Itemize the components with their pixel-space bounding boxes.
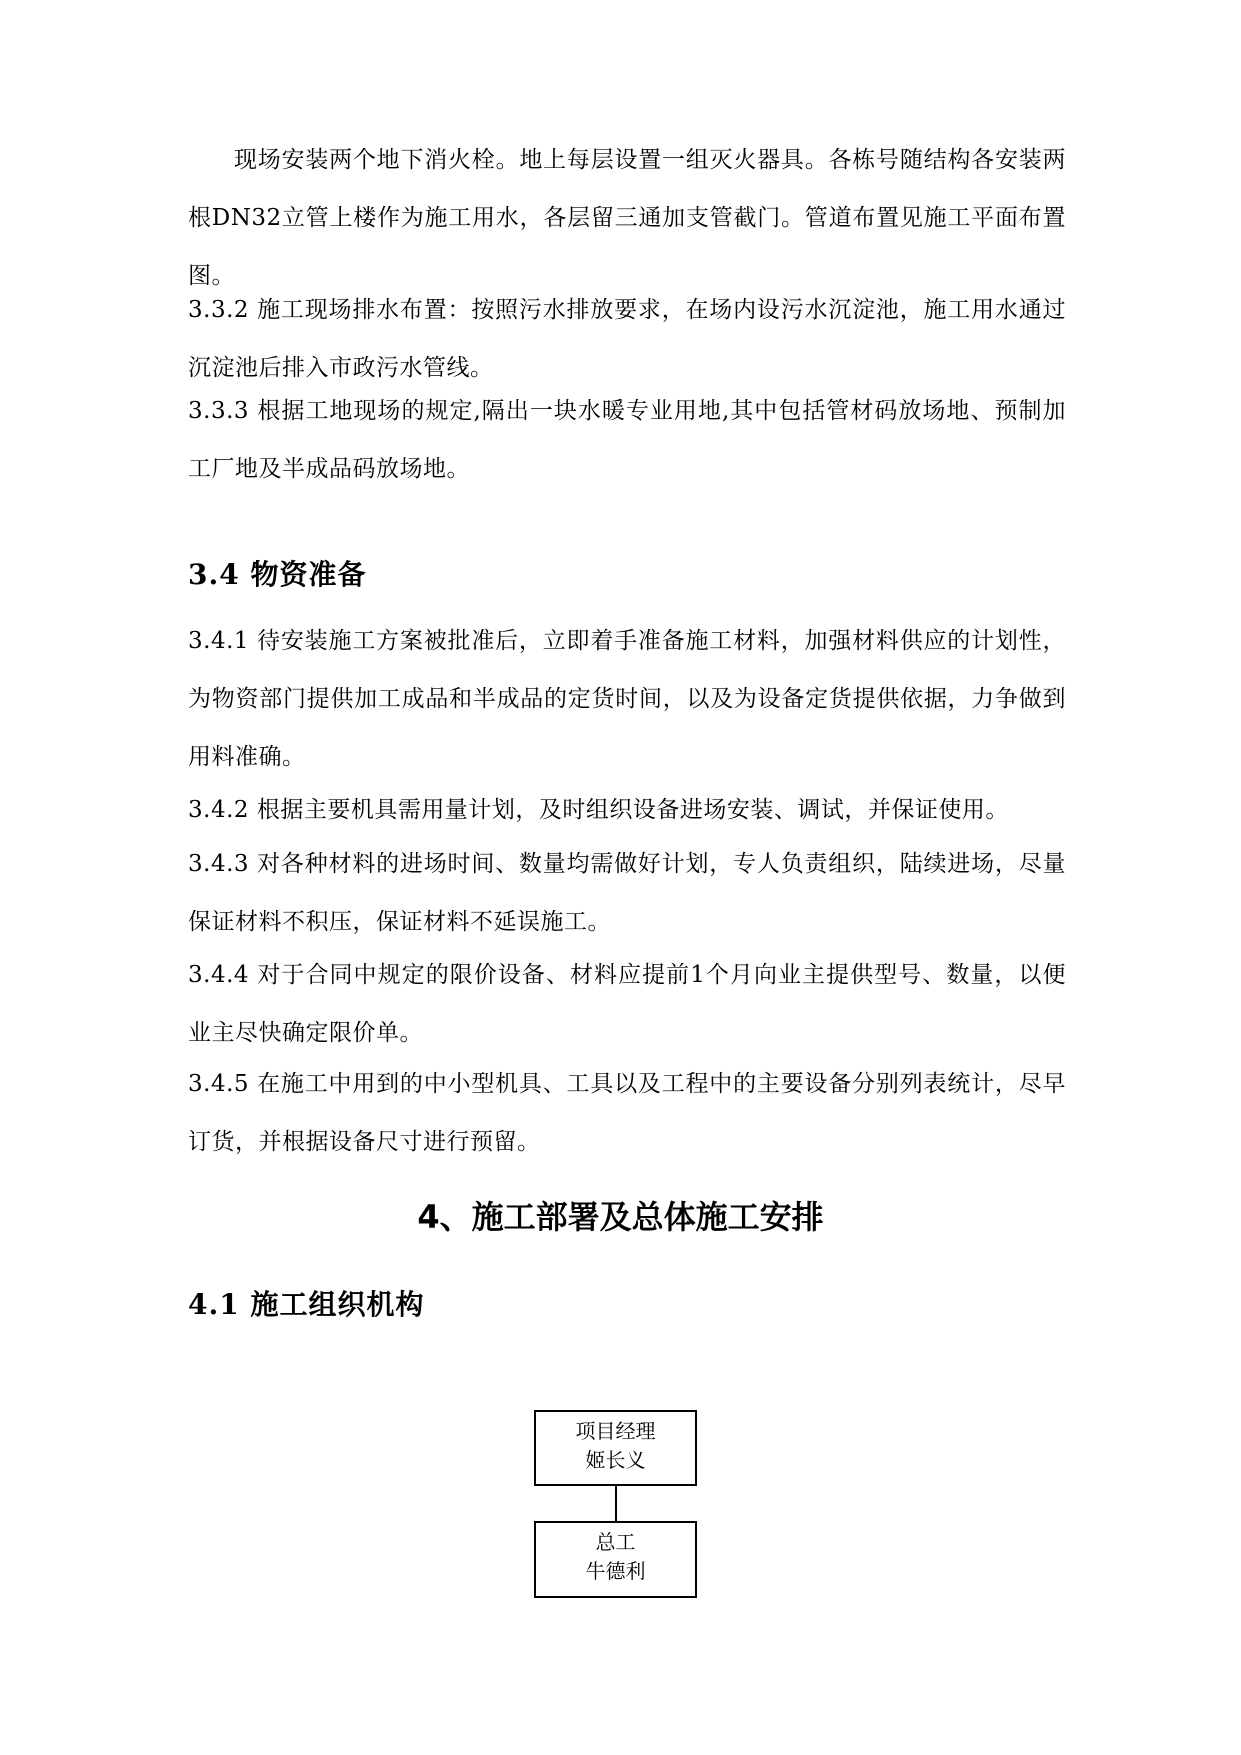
org-role-chief-engineer: 总工: [595, 1530, 636, 1554]
org-name-project-manager: 姬长义: [585, 1448, 646, 1472]
section-heading-4-1: 4.1 施工组织机构: [188, 1288, 425, 1321]
paragraph-3-3-2: 3.3.2 施工现场排水布置：按照污水排放要求，在场内设污水沉淀池，施工用水通过沉淀池后排入市政污水管线。: [188, 297, 1066, 381]
paragraph-3-4-4: 3.4.4 对于合同中规定的限价设备、材料应提前1个月向业主提供型号、数量，以便业主尽快确定限价单。: [188, 962, 1066, 1046]
paragraph-fire-hydrant: 现场安装两个地下消火栓。地上每层设置一组灭火器具。各栋号随结构各安装两根DN32立管上楼作为施工用水，各层留三通加支管截门。管道布置见施工平面布置图。: [188, 147, 1066, 289]
org-box-project-manager: [534, 1410, 697, 1486]
paragraph-3-4-3: 3.4.3 对各种材料的进场时间、数量均需做好计划，专人负责组织，陆续进场，尽量保证材料不积压，保证材料不延误施工。: [188, 851, 1066, 935]
chapter-heading-4: 4、施工部署及总体施工安排: [417, 1198, 824, 1236]
org-name-chief-engineer: 牛德利: [585, 1559, 646, 1583]
paragraph-3-3-3: 3.3.3 根据工地现场的规定,隔出一块水暖专业用地,其中包括管材码放场地、预制加工厂地及半成品码放场地。: [188, 398, 1066, 482]
paragraph-3-4-1: 3.4.1 待安装施工方案被批准后，立即着手准备施工材料，加强材料供应的计划性，为物资部门提供加工成品和半成品的定货时间，以及为设备定货提供依据，力争做到用料准确。: [188, 628, 1066, 770]
org-box-chief-engineer: [534, 1521, 697, 1598]
org-role-project-manager: 项目经理: [575, 1419, 656, 1443]
paragraph-3-4-2: 3.4.2 根据主要机具需用量计划，及时组织设备进场安装、调试，并保证使用。: [188, 797, 1009, 823]
paragraph-3-4-5: 3.4.5 在施工中用到的中小型机具、工具以及工程中的主要设备分别列表统计，尽早订货，并根据设备尺寸进行预留。: [188, 1071, 1066, 1155]
org-connector-line: [615, 1486, 617, 1521]
section-heading-3-4: 3.4 物资准备: [188, 558, 367, 591]
